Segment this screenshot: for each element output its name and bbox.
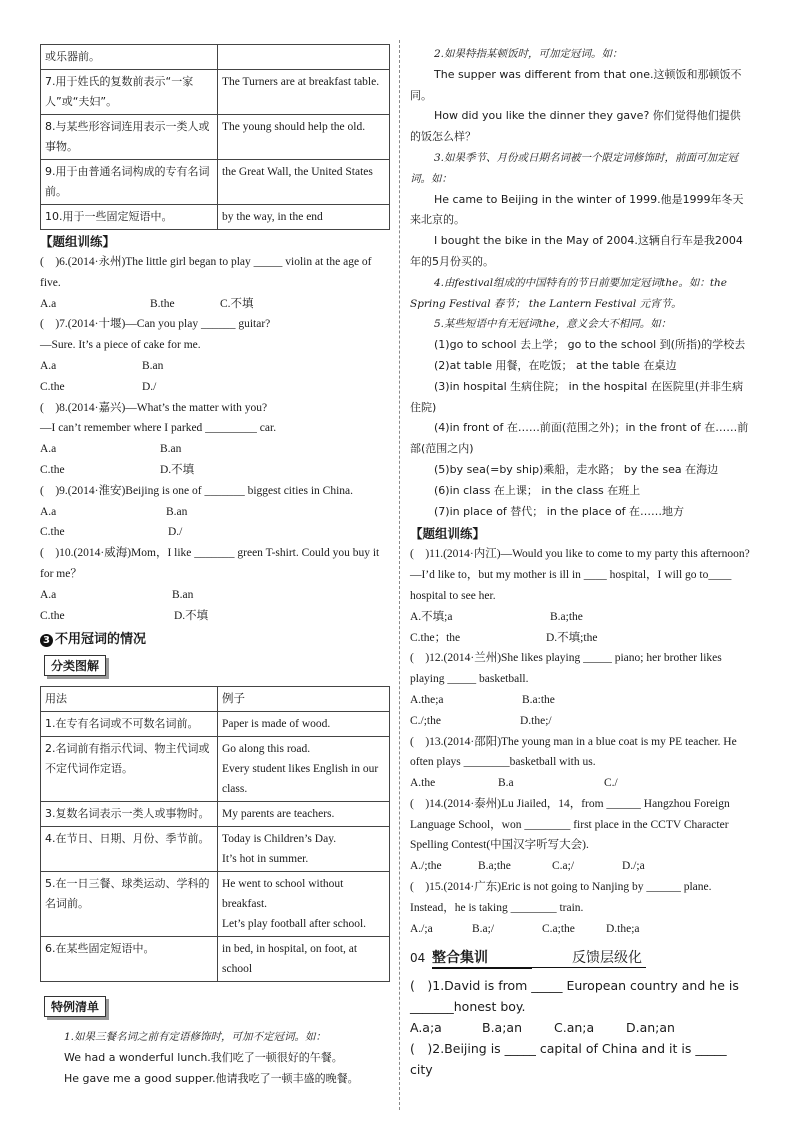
category-diagram-tag: 分类图解: [44, 655, 106, 676]
note-line: (1)go to school 去上学； go to the school 到(所指)的学校去: [434, 338, 746, 352]
note-line: (6)in class 在上课； in the class 在班上: [434, 483, 641, 497]
note-line: (3)in hospital 生病住院； in the hospital 在医院里(并非生病住院): [410, 379, 744, 414]
table-row: 8.与某些形容词连用表示一类人或事物。 The young should help the old.: [41, 115, 390, 160]
note-line: He came to Beijing in the winter of 1999.他是1999年冬天来北京的。: [410, 192, 744, 227]
special-cases-tag: 特例清单: [44, 996, 106, 1017]
note-line: 1.如果三餐名词之前有定语修饰时，可加不定冠词。如：: [64, 1031, 327, 1044]
note-line: (5)by sea(=by ship)乘船，走水路； by the sea 在海边: [434, 462, 719, 476]
right-column: [410, 44, 750, 1080]
note-line: The supper was different from that one.这顿饭和那顿饭不同。: [410, 67, 742, 102]
question-14: ( )14.(2014·泰州)Lu Jiailed，14，from ______ Hangzhou Foreign Language School，won ________ first place in the CCTV Character Spelling Contest(中国汉字听写大会). A./;the B.a;the C.a;/ D./;a: [410, 797, 730, 873]
section-3-heading: 3 不用冠词的情况: [40, 628, 390, 647]
question-11: ( )11.(2014·内江)—Would you like to come to my party this afternoon? —I’d like to，but my mother is ill in ____ hospital，I will go to____ hospital to see her. A.不填;a B.a;the C.the；the D.不填;the: [410, 548, 750, 644]
training-heading: 【题组训练】: [40, 234, 116, 249]
question-6: ( )6.(2014·永州)The little girl began to play _____ violin at the age of five. A.a B.the C.不填: [40, 256, 372, 310]
left-column: [40, 44, 390, 1090]
section-04-heading: 04 整合集训 反馈层级化: [410, 947, 750, 969]
final-question-2: ( )2.Beijing is _____ capital of China and it is _____ city: [410, 1041, 727, 1078]
note-line: I bought the bike in the May of 2004.这辆自行车是我2004年的5月份买的。: [410, 234, 743, 268]
training-heading: 【题组训练】: [410, 526, 486, 542]
note-line: How did you like the dinner they gave? 你们觉得他们提供的饭怎么样？: [410, 109, 741, 144]
table-row: 6.在某些固定短语中。 in bed, in hospital, on foot, at school: [41, 937, 390, 982]
table-row: 4.在节日、日期、月份、季节前。 Today is Children’s Day. It’s hot in summer.: [41, 827, 390, 872]
table-row: 1.在专有名词或不可数名词前。 Paper is made of wood.: [41, 712, 390, 737]
usage-table-continued: [40, 44, 390, 230]
note-line: 2.如果特指某顿饭时，可加定冠词。如：: [434, 48, 623, 60]
table-row: 或乐器前。: [41, 45, 390, 70]
note-line: 5.某些短语中有无冠词the，意义会大不相同。如：: [434, 318, 672, 331]
column-divider: [399, 40, 400, 1110]
question-9: ( )9.(2014·淮安)Beijing is one of _______ biggest cities in China. A.a B.an C.the D./: [40, 484, 354, 539]
question-15: ( )15.(2014·广东)Eric is not going to Nanjing by ______ plane. Instead，he is taking ________ train. A./;a B.a;/ C.a;the D.the;a: [410, 881, 712, 935]
table-row: 9.用于由普通名词构成的专有名词前。 the Great Wall, the United States: [41, 160, 390, 205]
note-line: He gave me a good supper.他请我吃了一顿丰盛的晚餐。: [64, 1071, 359, 1085]
table-header-row: 用法 例子: [41, 687, 390, 712]
question-10: ( )10.(2014·威海)Mom，I like _______ green T-shirt. Could you buy it for me？ A.a B.an C.the D.不填: [40, 547, 380, 622]
table-row: 10.用于一些固定短语中。 by the way, in the end: [41, 205, 390, 230]
note-line: We had a wonderful lunch.我们吃了一顿很好的午餐。: [64, 1051, 343, 1065]
table-row: 5.在一日三餐、球类运动、学科的名词前。 He went to school without breakfast. Let’s play football after school.: [41, 872, 390, 937]
no-article-table: [40, 686, 390, 982]
table-row: 7.用于姓氏的复数前表示“一家人”或“夫妇”。 The Turners are at breakfast table.: [41, 70, 390, 115]
note-line: 3.如果季节、月份或日期名词被一个限定词修饰时，前面可加定冠词。如：: [410, 151, 739, 185]
section-number-badge: 3: [40, 634, 53, 647]
table-row: 3.复数名词表示一类人或事物时。 My parents are teachers.: [41, 802, 390, 827]
question-13: ( )13.(2014·邵阳)The young man in a blue coat is my PE teacher. He often plays ________basketball with us. A.the B.a C./: [410, 735, 737, 790]
table-row: 2.名词前有指示代词、物主代词或不定代词作定语。 Go along this road. Every student likes English in our class.: [41, 737, 390, 802]
note-line: (2)at table 用餐，在吃饭； at the table 在桌边: [434, 358, 677, 372]
question-12: ( )12.(2014·兰州)She likes playing _____ piano; her brother likes playing _____ basketball. A.the;a B.a:the C./;the D.the;/: [410, 652, 722, 727]
question-7: ( )7.(2014·十堰)—Can you play ______ guitar? —Sure. It’s a piece of cake for me. A.a B.an C.the D./: [40, 318, 271, 393]
note-line: 4.由festival组成的中国特有的节日前要加定冠词the。如：the Spring Festival 春节； the Lantern Festival 元宵节。: [410, 276, 728, 310]
final-question-1: ( )1.David is from _____ European country and he is _______honest boy. A.a;a B.a;an C.an;a D.an;an: [410, 978, 739, 1036]
note-line: (7)in place of 替代； in the place of 在……地方: [434, 504, 685, 518]
note-line: (4)in front of 在……前面(范围之外)；in the front of 在……前部(范围之内): [410, 421, 749, 456]
question-8: ( )8.(2014·嘉兴)—What’s the matter with you? —I can’t remember where I parked _________ car. A.a B.an C.the D.不填: [40, 401, 277, 476]
